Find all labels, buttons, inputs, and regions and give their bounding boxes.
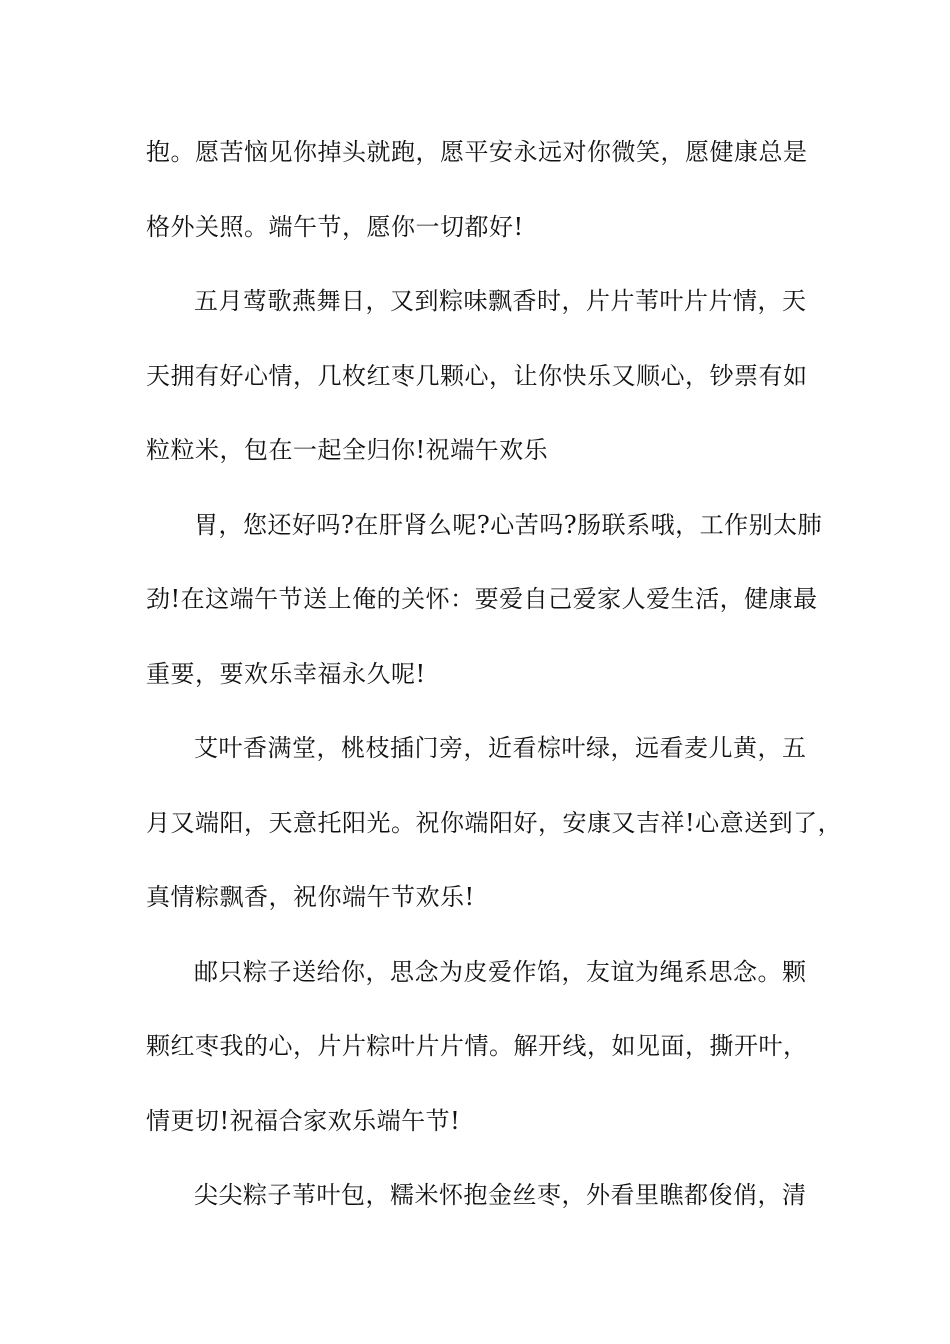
text-line: 情更切!祝福合家欢乐端午节! — [146, 1106, 461, 1135]
paragraph-first-line: 五月莺歌燕舞日，又到粽味飘香时，片片苇叶片片情，天 — [194, 287, 807, 315]
text-line: 粒粒米，包在一起全归你!祝端午欢乐 — [146, 436, 549, 464]
text-line: 格外关照。端午节，愿你一切都好! — [146, 212, 524, 241]
text-line: 真情粽飘香，祝你端午节欢乐! — [146, 883, 475, 911]
text-line: 月又端阳，天意托阳光。祝你端阳好，安康又吉祥!心意送到了， — [146, 808, 843, 837]
text-line: 天拥有好心情，几枚红枣几颗心，让你快乐又顺心，钞票有如 — [146, 361, 808, 390]
text-line: 重要，要欢乐幸福永久呢! — [146, 659, 426, 688]
document-body — [146, 115, 843, 1233]
text-line: 抱。愿苦恼见你掉头就跑，愿平安永远对你微笑，愿健康总是 — [146, 138, 808, 166]
paragraph-first-line: 胃，您还好吗?在肝肾么呢?心苦吗?肠联系哦，工作别太肺 — [194, 510, 823, 539]
text-line: 颗红枣我的心，片片粽叶片片情。解开线，如见面，撕开叶， — [146, 1032, 808, 1060]
text-line: 劲!在这端午节送上俺的关怀：要爱自己爱家人爱生活，健康最 — [146, 585, 818, 613]
paragraph-first-line: 艾叶香满堂，桃枝插门旁，近看棕叶绿，远看麦儿黄，五 — [194, 734, 807, 762]
paragraph-first-line: 尖尖粽子苇叶包，糯米怀抱金丝枣，外看里瞧都俊俏，清 — [194, 1181, 807, 1209]
paragraph-first-line: 邮只粽子送给你，思念为皮爱作馅，友谊为绳系思念。颗 — [194, 957, 807, 986]
